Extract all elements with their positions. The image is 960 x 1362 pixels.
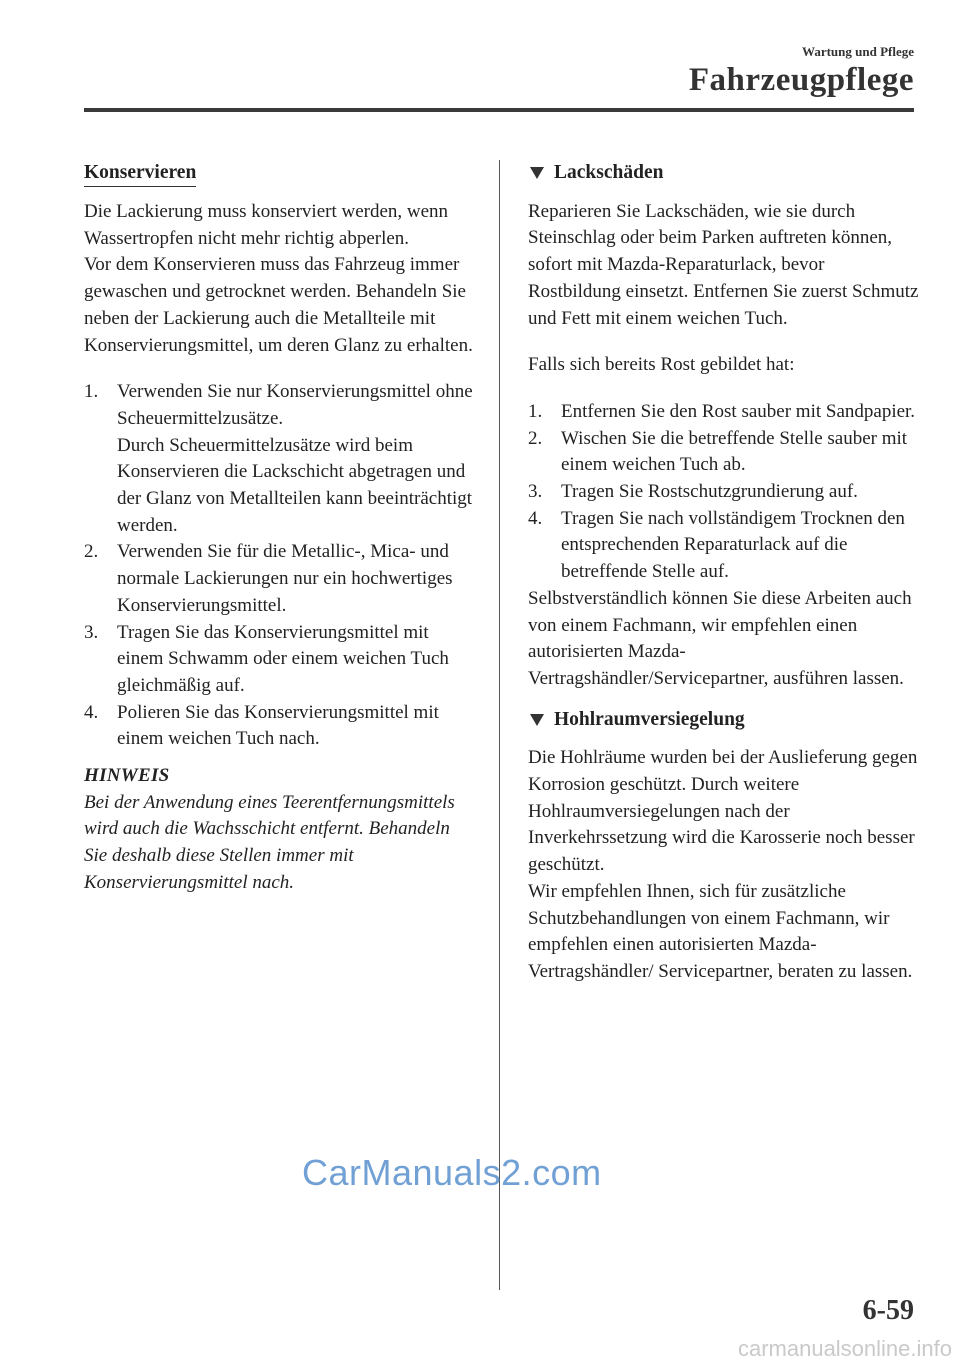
header-rule xyxy=(84,108,914,112)
footer-watermark: carmanualsonline.info xyxy=(737,1336,952,1361)
paragraph: Die Hohlräume wurden bei der Auslieferung gegen Korrosion geschützt. Durch weitere Hohlraumversiegelungen nach der Inverkehrssetzung wird die Karosserie noch besser geschützt. xyxy=(528,747,918,876)
list-item xyxy=(528,506,920,586)
step-number: 3. xyxy=(528,481,543,503)
paragraph: Wir empfehlen Ihnen, sich für zusätzliche Schutzbehandlungen von einem Fachmann, wir empfehlen einen autorisierten Mazda-Vertragshändler/ Servicepartner, beraten zu lassen. xyxy=(528,880,913,982)
list-item xyxy=(84,379,474,539)
rust-intro: Falls sich bereits Rost gebildet hat: xyxy=(528,354,795,376)
lackschaeden-heading xyxy=(528,160,920,187)
step-text: Tragen Sie nach vollständigem Trocknen den entsprechenden Reparaturlack auf die betreffende Stelle auf. xyxy=(561,507,905,583)
section-label: Wartung und Pflege xyxy=(802,44,914,59)
step-text: Entfernen Sie den Rost sauber mit Sandpapier. xyxy=(561,400,916,422)
step-text: Verwenden Sie für die Metallic-, Mica- und normale Lackierungen nur ein hochwertiges Konservierungsmittel. xyxy=(117,541,453,616)
step-text: Tragen Sie das Konservierungsmittel mit einem Schwamm oder einem weichen Tuch gleichmäßig auf. xyxy=(117,621,449,696)
note-text: Bei der Anwendung eines Teerentfernungsmittels wird auch die Wachsschicht entfernt. Behandeln Sie deshalb diese Stellen immer mit Konservierungsmittel nach. xyxy=(84,791,455,893)
step-number: 4. xyxy=(84,701,99,723)
paragraph: Selbstverständlich können Sie diese Arbeiten auch von einem Fachmann, wir empfehlen einen autorisierten Mazda-Vertragshändler/Servicepartner, ausführen lassen. xyxy=(528,587,912,689)
step-number: 4. xyxy=(528,507,543,529)
step-number: 3. xyxy=(84,621,99,643)
section-heading-label: Lackschäden xyxy=(554,162,664,183)
list-item xyxy=(528,479,920,506)
left-column xyxy=(84,160,474,897)
step-text: Wischen Sie die betreffende Stelle sauber mit einem weichen Tuch ab. xyxy=(561,427,908,476)
step-number: 2. xyxy=(84,541,99,563)
step-text: Verwenden Sie nur Konservierungsmittel ohne Scheuermittelzusätze. xyxy=(117,381,473,429)
watermark-text: CarManuals2.com xyxy=(302,1152,602,1193)
step-text: Tragen Sie Rostschutzgrundierung auf. xyxy=(561,481,858,503)
step-number: 2. xyxy=(528,427,543,449)
rust-steps xyxy=(528,399,920,586)
list-item xyxy=(528,426,920,479)
step-text: Polieren Sie das Konservierungsmittel mit einem weichen Tuch nach. xyxy=(117,701,439,750)
paragraph: Reparieren Sie Lackschäden, wie sie durch Steinschlag oder beim Parken auftreten können, sofort mit Mazda-Reparaturlack, bevor Rostbildung einsetzt. Entfernen Sie zuerst Schmutz und Fett mit einem weichen Tuch. xyxy=(528,200,919,329)
triangle-down-icon xyxy=(530,714,544,726)
konservieren-steps xyxy=(84,379,474,753)
list-item xyxy=(84,539,474,619)
paragraph: Vor dem Konservieren muss das Fahrzeug immer gewaschen und getrocknet werden. Behandeln Sie neben der Lackierung auch die Metallteile mit Konservierungsmittel, um deren Glanz zu erhalten. xyxy=(84,254,473,356)
step-extra-text: Durch Scheuermittelzusätze wird beim Konservieren die Lackschicht abgetragen und der Glanz von Metallteilen kann beeinträchtigt werden. xyxy=(117,434,473,536)
konservieren-heading: Konservieren xyxy=(84,162,196,187)
hohlraum-heading xyxy=(528,707,920,734)
right-column xyxy=(528,160,920,986)
step-number: 1. xyxy=(528,400,543,422)
list-item xyxy=(84,700,474,753)
paragraph: Die Lackierung muss konserviert werden, wenn Wassertropfen nicht mehr richtig abperlen. xyxy=(84,201,449,249)
list-item xyxy=(84,620,474,700)
step-number: 1. xyxy=(84,381,99,403)
triangle-down-icon xyxy=(530,167,544,179)
list-item xyxy=(528,399,920,426)
section-heading-label: Hohlraumversiegelung xyxy=(554,708,745,730)
column-divider xyxy=(499,160,500,1290)
page-number: 6-59 xyxy=(862,1295,914,1326)
note-label: HINWEIS xyxy=(84,765,170,787)
page-title: Fahrzeugpflege xyxy=(688,62,914,98)
